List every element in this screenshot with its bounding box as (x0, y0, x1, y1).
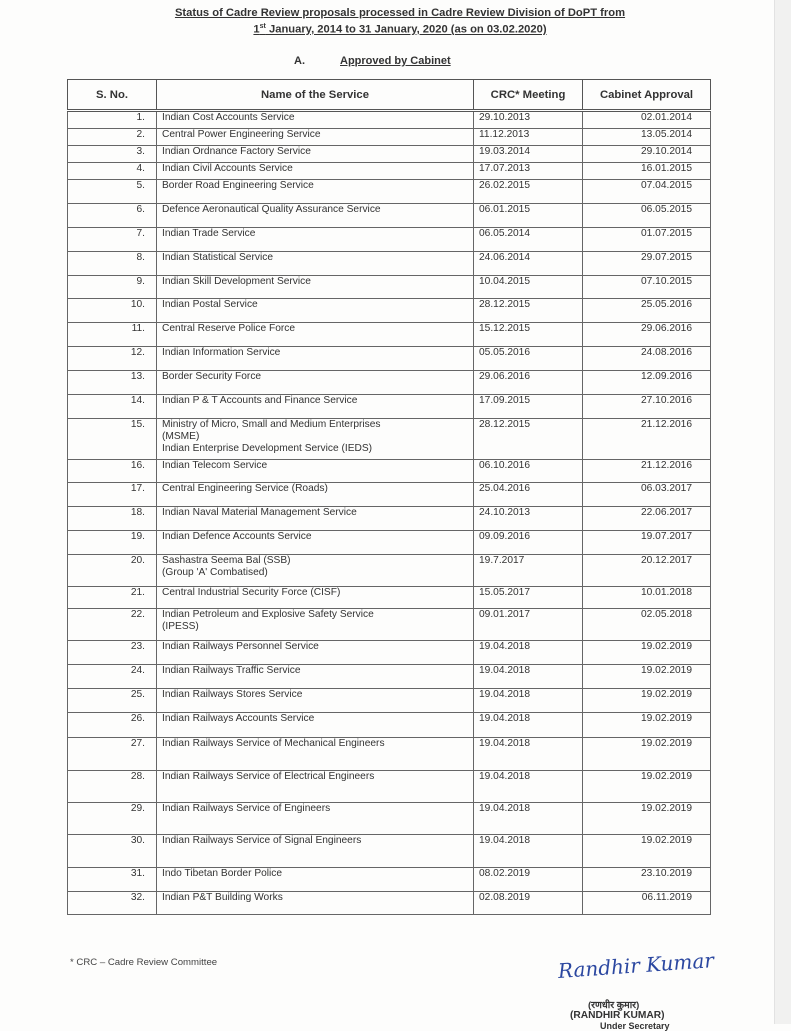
service-name-line: Indian Railways Traffic Service (162, 665, 301, 676)
title-line-2: 1st January, 2014 to 31 January, 2020 (as on 03.02.2020) (253, 23, 547, 36)
service-name (157, 713, 474, 738)
signatory-name: (RANDHIR KUMAR) (570, 1010, 665, 1021)
serial-number: 23. (68, 641, 157, 665)
service-name (157, 555, 474, 587)
crc-meeting-date: 06.10.2016 (474, 460, 583, 483)
service-name-line: (Group 'A' Combatised) (162, 567, 268, 578)
service-name-line: Indian Civil Accounts Service (162, 163, 293, 174)
service-name (157, 868, 474, 892)
service-name (157, 419, 474, 460)
service-name (157, 587, 474, 609)
section-letter: A. (294, 55, 305, 67)
serial-number: 12. (68, 347, 157, 371)
serial-number: 3. (68, 146, 157, 163)
service-name (157, 347, 474, 371)
crc-meeting-date: 19.04.2018 (474, 641, 583, 665)
crc-meeting-date: 19.04.2018 (474, 803, 583, 835)
table-row (68, 641, 711, 665)
cabinet-approval-date: 19.07.2017 (583, 531, 711, 555)
table-row (68, 395, 711, 419)
serial-number: 10. (68, 299, 157, 323)
serial-number: 16. (68, 460, 157, 483)
service-name-line: Central Power Engineering Service (162, 129, 321, 140)
service-name-line: Indian Petroleum and Explosive Safety Service (162, 609, 374, 620)
crc-meeting-date: 28.12.2015 (474, 419, 583, 460)
service-name-line: Indian Naval Material Management Service (162, 507, 357, 518)
cabinet-approval-date: 06.11.2019 (583, 892, 711, 915)
service-name-line: Indian Statistical Service (162, 252, 273, 263)
table-row (68, 892, 711, 915)
service-name (157, 531, 474, 555)
serial-number: 14. (68, 395, 157, 419)
table-row (68, 299, 711, 323)
cabinet-approval-date: 19.02.2019 (583, 771, 711, 803)
table-row (68, 835, 711, 868)
document-title (70, 7, 730, 37)
crc-meeting-date: 24.06.2014 (474, 252, 583, 276)
serial-number: 1. (68, 111, 157, 129)
service-name (157, 771, 474, 803)
serial-number: 6. (68, 204, 157, 228)
header-sno: S. No. (68, 80, 157, 111)
serial-number: 7. (68, 228, 157, 252)
cabinet-approval-date: 06.03.2017 (583, 483, 711, 507)
service-name (157, 803, 474, 835)
service-name-line: Indian Railways Service of Signal Engineers (162, 835, 362, 846)
service-name (157, 665, 474, 689)
crc-meeting-date: 06.01.2015 (474, 204, 583, 228)
cabinet-approval-date: 07.10.2015 (583, 276, 711, 299)
table-row (68, 609, 711, 641)
serial-number: 26. (68, 713, 157, 738)
serial-number: 24. (68, 665, 157, 689)
service-name-line: Indian Railways Service of Engineers (162, 803, 331, 814)
cabinet-approval-date: 27.10.2016 (583, 395, 711, 419)
service-name-line: Indo Tibetan Border Police (162, 868, 283, 879)
signatory-designation: Under Secretary (600, 1021, 670, 1031)
service-name-line: Indian Postal Service (162, 299, 258, 310)
service-name-line: Indian Information Service (162, 347, 281, 358)
crc-meeting-date: 19.04.2018 (474, 835, 583, 868)
serial-number: 30. (68, 835, 157, 868)
table-row (68, 507, 711, 531)
service-name (157, 641, 474, 665)
crc-meeting-date: 11.12.2013 (474, 129, 583, 146)
crc-meeting-date: 28.12.2015 (474, 299, 583, 323)
service-name (157, 146, 474, 163)
table-row (68, 129, 711, 146)
service-name-line: Indian Defence Accounts Service (162, 531, 312, 542)
serial-number: 2. (68, 129, 157, 146)
table-row (68, 555, 711, 587)
service-name-line: Sashastra Seema Bal (SSB) (162, 555, 291, 566)
cabinet-approval-date: 19.02.2019 (583, 713, 711, 738)
service-name (157, 460, 474, 483)
service-name (157, 507, 474, 531)
service-name (157, 129, 474, 146)
crc-meeting-date: 17.07.2013 (474, 163, 583, 180)
crc-meeting-date: 26.02.2015 (474, 180, 583, 204)
service-name-line: Indian Trade Service (162, 228, 256, 239)
serial-number: 22. (68, 609, 157, 641)
table-row (68, 323, 711, 347)
service-name (157, 299, 474, 323)
service-name-line: Indian P&T Building Works (162, 892, 283, 903)
service-name (157, 738, 474, 771)
serial-number: 28. (68, 771, 157, 803)
table-row (68, 689, 711, 713)
crc-meeting-date: 06.05.2014 (474, 228, 583, 252)
service-name-line: (IPESS) (162, 621, 199, 632)
service-name (157, 483, 474, 507)
table-row (68, 460, 711, 483)
service-name (157, 163, 474, 180)
serial-number: 15. (68, 419, 157, 460)
crc-meeting-date: 29.06.2016 (474, 371, 583, 395)
header-service: Name of the Service (157, 80, 474, 111)
serial-number: 8. (68, 252, 157, 276)
crc-meeting-date: 19.7.2017 (474, 555, 583, 587)
table-body (68, 111, 711, 915)
table-row (68, 771, 711, 803)
table-row (68, 419, 711, 460)
table-row (68, 180, 711, 204)
service-name-line: Indian Skill Development Service (162, 276, 311, 287)
cadre-review-table (67, 79, 711, 915)
header-crc-meeting: CRC* Meeting (474, 80, 583, 111)
service-name (157, 323, 474, 347)
service-name (157, 180, 474, 204)
footnote: * CRC – Cadre Review Committee (70, 957, 218, 968)
service-name (157, 111, 474, 129)
header-cabinet-approval: Cabinet Approval (583, 80, 711, 111)
service-name-line: Indian Enterprise Development Service (IEDS) (162, 443, 373, 454)
cabinet-approval-date: 12.09.2016 (583, 371, 711, 395)
serial-number: 13. (68, 371, 157, 395)
service-name-line: Central Reserve Police Force (162, 323, 296, 334)
table-row (68, 204, 711, 228)
serial-number: 17. (68, 483, 157, 507)
cabinet-approval-date: 29.06.2016 (583, 323, 711, 347)
cabinet-approval-date: 29.07.2015 (583, 252, 711, 276)
serial-number: 19. (68, 531, 157, 555)
cabinet-approval-date: 22.06.2017 (583, 507, 711, 531)
service-name (157, 276, 474, 299)
serial-number: 31. (68, 868, 157, 892)
service-name-line: Defence Aeronautical Quality Assurance Service (162, 204, 381, 215)
title-line-1: Status of Cadre Review proposals processed in Cadre Review Division of DoPT from (174, 7, 626, 19)
crc-meeting-date: 19.04.2018 (474, 713, 583, 738)
table-row (68, 738, 711, 771)
service-name-line: Central Engineering Service (Roads) (162, 483, 328, 494)
cabinet-approval-date: 10.01.2018 (583, 587, 711, 609)
cabinet-approval-date: 13.05.2014 (583, 129, 711, 146)
cabinet-approval-date: 29.10.2014 (583, 146, 711, 163)
service-name (157, 252, 474, 276)
serial-number: 20. (68, 555, 157, 587)
crc-meeting-date: 25.04.2016 (474, 483, 583, 507)
serial-number: 4. (68, 163, 157, 180)
crc-meeting-date: 02.08.2019 (474, 892, 583, 915)
service-name-line: Indian Railways Accounts Service (162, 713, 315, 724)
service-name (157, 835, 474, 868)
cabinet-approval-date: 19.02.2019 (583, 738, 711, 771)
signature-block (540, 948, 740, 1031)
service-name-line: Indian Railways Stores Service (162, 689, 303, 700)
cabinet-approval-date: 06.05.2015 (583, 204, 711, 228)
serial-number: 11. (68, 323, 157, 347)
service-name (157, 609, 474, 641)
crc-meeting-date: 15.05.2017 (474, 587, 583, 609)
service-name-line: Indian Telecom Service (162, 460, 268, 471)
service-name-line: Indian Railways Service of Electrical Engineers (162, 771, 375, 782)
service-name-line: Border Security Force (162, 371, 262, 382)
table-row (68, 146, 711, 163)
service-name-line: Indian P & T Accounts and Finance Service (162, 395, 358, 406)
crc-meeting-date: 05.05.2016 (474, 347, 583, 371)
table-row (68, 803, 711, 835)
cabinet-approval-date: 19.02.2019 (583, 803, 711, 835)
cabinet-approval-date: 19.02.2019 (583, 835, 711, 868)
cabinet-approval-date: 19.02.2019 (583, 665, 711, 689)
crc-meeting-date: 19.04.2018 (474, 689, 583, 713)
crc-meeting-date: 29.10.2013 (474, 111, 583, 129)
crc-meeting-date: 10.04.2015 (474, 276, 583, 299)
cabinet-approval-date: 02.01.2014 (583, 111, 711, 129)
crc-meeting-date: 08.02.2019 (474, 868, 583, 892)
crc-meeting-date: 09.01.2017 (474, 609, 583, 641)
table-row (68, 665, 711, 689)
service-name (157, 395, 474, 419)
page-edge (774, 0, 791, 1024)
table-row (68, 347, 711, 371)
crc-meeting-date: 19.04.2018 (474, 665, 583, 689)
cabinet-approval-date: 07.04.2015 (583, 180, 711, 204)
serial-number: 9. (68, 276, 157, 299)
crc-meeting-date: 15.12.2015 (474, 323, 583, 347)
table-row (68, 483, 711, 507)
cabinet-approval-date: 24.08.2016 (583, 347, 711, 371)
cabinet-approval-date: 21.12.2016 (583, 419, 711, 460)
service-name (157, 371, 474, 395)
cabinet-approval-date: 02.05.2018 (583, 609, 711, 641)
service-name (157, 892, 474, 915)
signatory-name-hindi: (रणधीर कुमार) (588, 1000, 640, 1011)
service-name-line: (MSME) (162, 431, 200, 442)
crc-meeting-date: 19.03.2014 (474, 146, 583, 163)
cabinet-approval-date: 19.02.2019 (583, 641, 711, 665)
crc-meeting-date: 17.09.2015 (474, 395, 583, 419)
service-name (157, 204, 474, 228)
cabinet-approval-date: 20.12.2017 (583, 555, 711, 587)
serial-number: 21. (68, 587, 157, 609)
cabinet-approval-date: 23.10.2019 (583, 868, 711, 892)
cabinet-approval-date: 01.07.2015 (583, 228, 711, 252)
serial-number: 29. (68, 803, 157, 835)
table-row (68, 531, 711, 555)
crc-meeting-date: 19.04.2018 (474, 771, 583, 803)
service-name (157, 689, 474, 713)
serial-number: 32. (68, 892, 157, 915)
serial-number: 5. (68, 180, 157, 204)
table-row (68, 252, 711, 276)
table-row (68, 163, 711, 180)
crc-meeting-date: 09.09.2016 (474, 531, 583, 555)
service-name-line: Indian Ordnance Factory Service (162, 146, 311, 157)
service-name-line: Central Industrial Security Force (CISF) (162, 587, 341, 598)
service-name-line: Indian Railways Service of Mechanical Engineers (162, 738, 385, 749)
cabinet-approval-date: 16.01.2015 (583, 163, 711, 180)
service-name-line: Indian Cost Accounts Service (162, 112, 295, 123)
table-row (68, 228, 711, 252)
table-row (68, 587, 711, 609)
service-name-line: Indian Railways Personnel Service (162, 641, 319, 652)
table-row (68, 111, 711, 129)
serial-number: 25. (68, 689, 157, 713)
serial-number: 27. (68, 738, 157, 771)
cabinet-approval-date: 21.12.2016 (583, 460, 711, 483)
handwritten-signature: Randhir Kumar (557, 948, 715, 983)
service-name-line: Border Road Engineering Service (162, 180, 314, 191)
cabinet-approval-date: 25.05.2016 (583, 299, 711, 323)
crc-meeting-date: 19.04.2018 (474, 738, 583, 771)
crc-meeting-date: 24.10.2013 (474, 507, 583, 531)
table-row (68, 713, 711, 738)
table-row (68, 371, 711, 395)
table-row (68, 276, 711, 299)
serial-number: 18. (68, 507, 157, 531)
table-row (68, 868, 711, 892)
service-name-line: Ministry of Micro, Small and Medium Enterprises (162, 419, 381, 430)
table-header-row (68, 80, 711, 111)
cabinet-approval-date: 19.02.2019 (583, 689, 711, 713)
section-name: Approved by Cabinet (340, 55, 451, 67)
service-name (157, 228, 474, 252)
